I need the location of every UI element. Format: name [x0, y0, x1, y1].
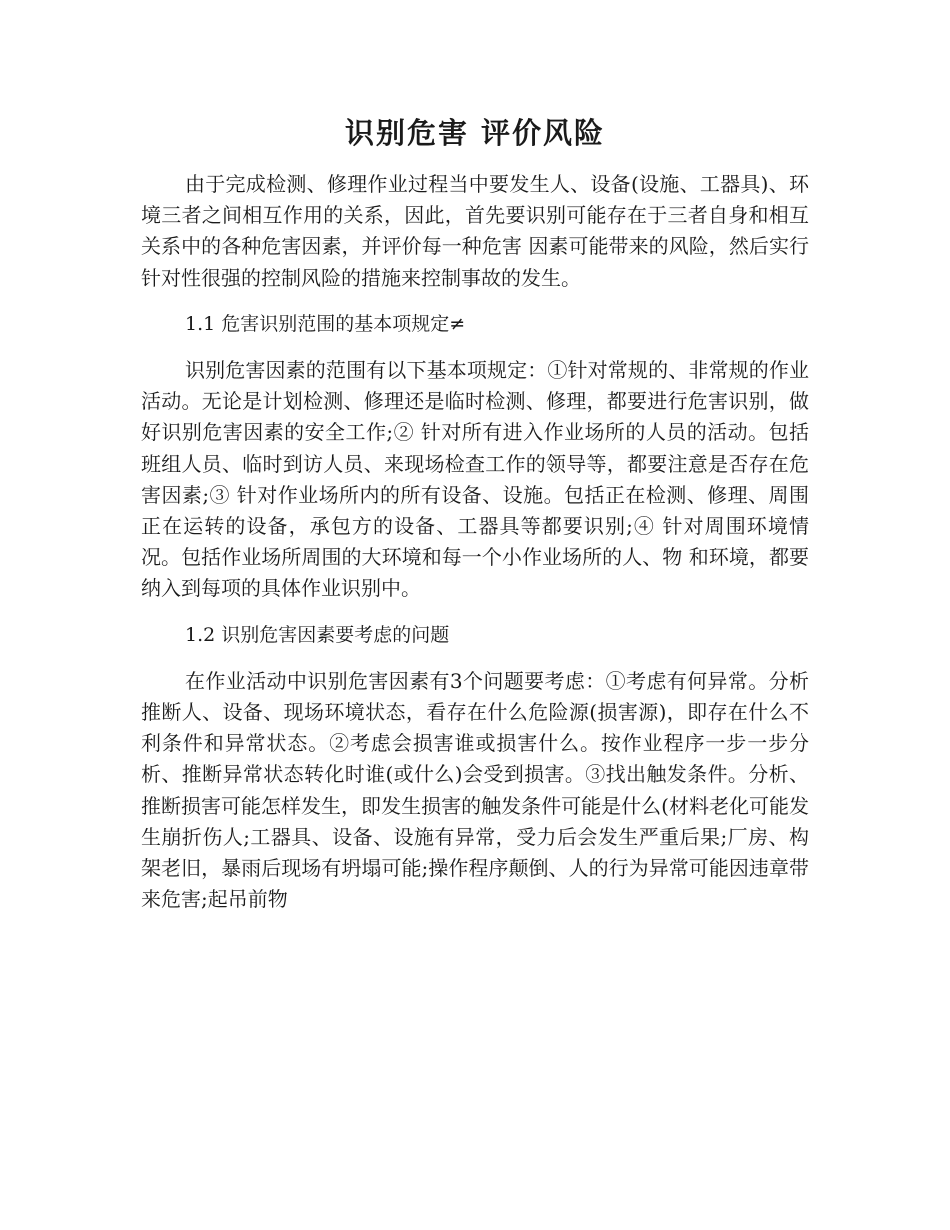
section-paragraph-1-1: 识别危害因素的范围有以下基本项规定：①针对常规的、非常规的作业活动。无论是计划检测、修理还是临时检测、修理，都要进行危害识别，做好识别危害因素的安全工作;② 针对所有进入作业场所的人员的活动。包括班组人员、临时到访人员、来现场检查工作的领导等，都要注意是否存在危害因素;③ 针对作业场所内的所有设备、设施。包括正在检测、修理、周围正在运转的设备，承包方的设备、工器具等都要识别;④ 针对周围环境情况。包括作业场所周围的大环境和每一个小作业场所的人、物 和环境，都要纳入到每项的具体作业识别中。	[141, 358, 809, 601]
page-title: 识别危害 评价风险	[344, 116, 606, 150]
section-heading-1-2: 1.2 识别危害因素要考虑的问题	[185, 623, 450, 646]
section-heading-1-1: 1.1 危害识别范围的基本项规定≠	[185, 312, 466, 335]
document-body	[141, 169, 809, 915]
section-paragraph-1-2: 在作业活动中识别危害因素有3个问题要考虑：①考虑有何异常。分析推断人、设备、现场环境状态，看存在什么危险源(损害源)，即存在什么不利条件和异常状态。②考虑会损害谁或损害什么。按作业程序一步一步分析、推断异常状态转化时谁(或什么)会受到损害。③找出触发条件。分析、推断损害可能怎样发生，即发生损害的触发条件可能是什么(材料老化可能发生崩折伤人;工器具、设备、设施有异常，受力后会发生严重后果;厂房、构架老旧，暴雨后现场有坍塌可能;操作程序颠倒、人的行为异常可能因违章带来危害;起吊前物	[141, 668, 809, 912]
intro-paragraph: 由于完成检测、修理作业过程当中要发生人、设备(设施、工器具)、环境三者之间相互作用的关系，因此，首先要识别可能存在于三者自身和相互关系中的各种危害因素，并评价每一种危害 因素可能带来的风险，然后实行针对性很强的控制风险的措施来控制事故的发生。	[141, 172, 809, 290]
